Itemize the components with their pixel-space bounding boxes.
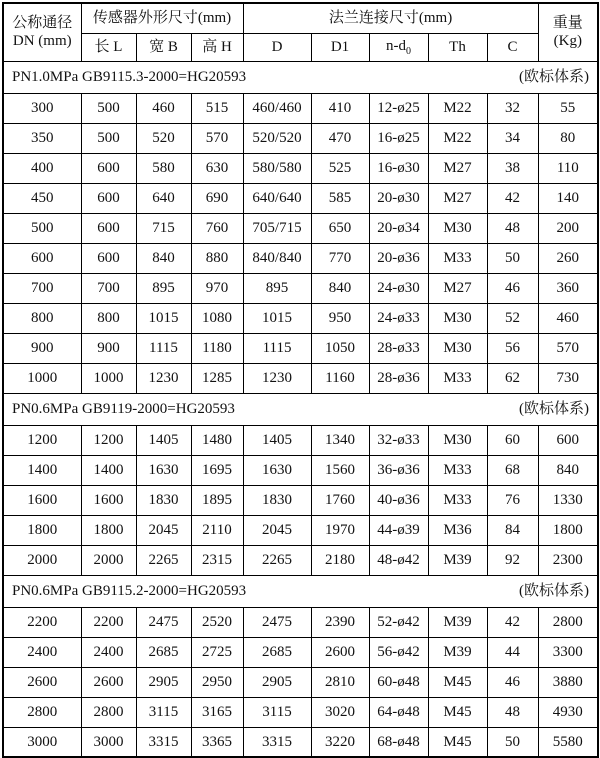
col-header-th: Th (428, 33, 487, 61)
table-cell: 520 (136, 123, 191, 153)
table-cell: 1480 (191, 425, 243, 455)
table-cell: 20-ø30 (369, 183, 428, 213)
table-cell: 3115 (136, 697, 191, 727)
table-cell: 450 (3, 183, 81, 213)
table-cell: 840 (311, 273, 369, 303)
table-cell: M45 (428, 697, 487, 727)
table-cell: 300 (3, 93, 81, 123)
table-cell: 44 (487, 637, 538, 667)
table-cell: 500 (3, 213, 81, 243)
section-pn: PN0.6MPa (12, 583, 79, 599)
table-row (3, 637, 598, 667)
table-cell: 1405 (136, 425, 191, 455)
table-cell: 1200 (3, 425, 81, 455)
table-cell: 600 (81, 153, 136, 183)
table-cell: 460 (136, 93, 191, 123)
table-cell: M22 (428, 123, 487, 153)
table-cell: 2800 (81, 697, 136, 727)
col-header-dn-line1: 公称通径 (12, 14, 73, 31)
table-cell: 3000 (3, 727, 81, 757)
table-cell: 5580 (538, 727, 598, 757)
table-cell: 730 (538, 363, 598, 393)
table-cell: 2685 (136, 637, 191, 667)
table-cell: 3300 (538, 637, 598, 667)
table-row (3, 303, 598, 333)
table-cell: M39 (428, 607, 487, 637)
table-cell: 2600 (311, 637, 369, 667)
table-cell: 16-ø30 (369, 153, 428, 183)
table-cell: 1340 (311, 425, 369, 455)
table-cell: 1000 (3, 363, 81, 393)
col-header-weight-line2: (Kg) (553, 33, 582, 50)
table-cell: 1000 (81, 363, 136, 393)
table-cell: 52 (487, 303, 538, 333)
table-cell: 1800 (81, 515, 136, 545)
table-cell: 880 (191, 243, 243, 273)
table-cell: 470 (311, 123, 369, 153)
col-header-d1: D1 (311, 33, 369, 61)
table-cell: 200 (538, 213, 598, 243)
table-cell: M27 (428, 183, 487, 213)
table-cell: 50 (487, 243, 538, 273)
table-cell: 3020 (311, 697, 369, 727)
table-cell: 2045 (243, 515, 311, 545)
table-cell: 56 (487, 333, 538, 363)
table-cell: 2800 (538, 607, 598, 637)
table-cell: 585 (311, 183, 369, 213)
table-row (3, 273, 598, 303)
table-cell: 42 (487, 183, 538, 213)
table-cell: 2905 (136, 667, 191, 697)
table-row (3, 93, 598, 123)
table-cell: 500 (81, 123, 136, 153)
col-header-nd0-subscript: 0 (406, 45, 412, 57)
table-cell: 1560 (311, 455, 369, 485)
table-cell: 2600 (3, 667, 81, 697)
table-cell: 840 (136, 243, 191, 273)
table-cell: 580 (136, 153, 191, 183)
table-cell: 28-ø36 (369, 363, 428, 393)
table-cell: 1400 (3, 455, 81, 485)
table-cell: 600 (81, 183, 136, 213)
table-cell: 2600 (81, 667, 136, 697)
table-cell: 705/715 (243, 213, 311, 243)
table-cell: 1970 (311, 515, 369, 545)
table-cell: 760 (191, 213, 243, 243)
table-cell: M27 (428, 153, 487, 183)
table-cell: 650 (311, 213, 369, 243)
table-cell: 2315 (191, 545, 243, 575)
col-header-c: C (487, 33, 538, 61)
table-cell: 1200 (81, 425, 136, 455)
table-cell: 32 (487, 93, 538, 123)
table-cell: 1630 (243, 455, 311, 485)
table-cell: 20-ø34 (369, 213, 428, 243)
table-cell: 690 (191, 183, 243, 213)
table-cell: 895 (136, 273, 191, 303)
col-header-length: 长 L (81, 33, 136, 61)
table-cell: 12-ø25 (369, 93, 428, 123)
table-cell: 2400 (81, 637, 136, 667)
table-cell: 2475 (243, 607, 311, 637)
table-cell: 1600 (3, 485, 81, 515)
section-cell (3, 575, 598, 607)
table-cell: 3315 (136, 727, 191, 757)
table-cell: 1830 (243, 485, 311, 515)
section-pn: PN1.0MPa (12, 69, 79, 85)
table-cell: 2110 (191, 515, 243, 545)
table-cell: 640 (136, 183, 191, 213)
table-cell: 28-ø33 (369, 333, 428, 363)
table-cell: 800 (3, 303, 81, 333)
table-cell: 2200 (81, 607, 136, 637)
table-cell: 1630 (136, 455, 191, 485)
table-cell: 460/460 (243, 93, 311, 123)
table-cell: 600 (538, 425, 598, 455)
table-cell: 52-ø42 (369, 607, 428, 637)
table-cell: 68 (487, 455, 538, 485)
table-body (3, 61, 598, 757)
table-row (3, 183, 598, 213)
section-cell (3, 61, 598, 93)
table-cell: M30 (428, 303, 487, 333)
table-cell: 630 (191, 153, 243, 183)
table-cell: 1115 (243, 333, 311, 363)
table-cell: 62 (487, 363, 538, 393)
table-cell: 1115 (136, 333, 191, 363)
table-row (3, 697, 598, 727)
table-cell: 1285 (191, 363, 243, 393)
table-cell: 700 (3, 273, 81, 303)
table-row (3, 515, 598, 545)
table-cell: 3315 (243, 727, 311, 757)
table-cell: 1160 (311, 363, 369, 393)
table-row (3, 363, 598, 393)
section-standard: GB9115.3-2000=HG20593 (82, 69, 247, 85)
table-row (3, 243, 598, 273)
table-cell: 1800 (3, 515, 81, 545)
table-cell: 570 (538, 333, 598, 363)
table-cell: 20-ø36 (369, 243, 428, 273)
table-cell: 410 (311, 93, 369, 123)
table-row (3, 123, 598, 153)
table-cell: M39 (428, 637, 487, 667)
table-cell: 46 (487, 667, 538, 697)
col-header-width: 宽 B (136, 33, 191, 61)
table-cell: 570 (191, 123, 243, 153)
table-cell: 2265 (243, 545, 311, 575)
table-cell: 950 (311, 303, 369, 333)
col-header-weight (538, 3, 598, 61)
table-cell: 3365 (191, 727, 243, 757)
table-cell: 1080 (191, 303, 243, 333)
col-header-dn-line2: DN (mm) (12, 33, 72, 50)
table-cell: 600 (81, 213, 136, 243)
table-cell: 2475 (136, 607, 191, 637)
col-header-d: D (243, 33, 311, 61)
table-row (3, 667, 598, 697)
table-cell: M45 (428, 667, 487, 697)
table-cell: 36-ø36 (369, 455, 428, 485)
table-cell: 1400 (81, 455, 136, 485)
table-row (3, 153, 598, 183)
table-cell: 3115 (243, 697, 311, 727)
table-cell: 38 (487, 153, 538, 183)
col-header-nd0 (369, 33, 428, 61)
table-cell: 92 (487, 545, 538, 575)
table-cell: 640/640 (243, 183, 311, 213)
table-cell: 895 (243, 273, 311, 303)
table-cell: 1180 (191, 333, 243, 363)
table-cell: 600 (3, 243, 81, 273)
section-row (3, 575, 598, 607)
table-cell: 800 (81, 303, 136, 333)
table-row (3, 727, 598, 757)
table-cell: 500 (81, 93, 136, 123)
table-cell: 44-ø39 (369, 515, 428, 545)
table-cell: M39 (428, 545, 487, 575)
table-cell: 46 (487, 273, 538, 303)
section-standard: GB9115.2-2000=HG20593 (82, 583, 247, 599)
table-cell: 260 (538, 243, 598, 273)
table-cell: 42 (487, 607, 538, 637)
table-cell: 2400 (3, 637, 81, 667)
table-cell: M33 (428, 363, 487, 393)
table-cell: M33 (428, 455, 487, 485)
table-cell: 1800 (538, 515, 598, 545)
table-cell: 520/520 (243, 123, 311, 153)
table-cell: 1015 (243, 303, 311, 333)
table-cell: 2685 (243, 637, 311, 667)
table-cell: 16-ø25 (369, 123, 428, 153)
table-cell: 2300 (538, 545, 598, 575)
section-row (3, 393, 598, 425)
table-cell: 80 (538, 123, 598, 153)
table-cell: 1405 (243, 425, 311, 455)
table-cell: 1600 (81, 485, 136, 515)
table-cell: 1230 (243, 363, 311, 393)
table-row (3, 333, 598, 363)
table-cell: 2800 (3, 697, 81, 727)
table-cell: 1695 (191, 455, 243, 485)
table-cell: M30 (428, 425, 487, 455)
table-cell: 34 (487, 123, 538, 153)
table-cell: 580/580 (243, 153, 311, 183)
table-cell: 770 (311, 243, 369, 273)
table-cell: 2200 (3, 607, 81, 637)
col-group-sensor-dimensions: 传感器外形尺寸(mm) (81, 3, 243, 33)
table-cell: 2045 (136, 515, 191, 545)
table-cell: 700 (81, 273, 136, 303)
table-cell: 715 (136, 213, 191, 243)
section-note: (欧标体系) (519, 583, 590, 599)
table-cell: M30 (428, 213, 487, 243)
table-cell: 2265 (136, 545, 191, 575)
table-cell: 350 (3, 123, 81, 153)
table-cell: 2725 (191, 637, 243, 667)
col-group-flange-dimensions: 法兰连接尺寸(mm) (243, 3, 538, 33)
table-cell: 76 (487, 485, 538, 515)
col-header-height: 高 H (191, 33, 243, 61)
table-cell: 40-ø36 (369, 485, 428, 515)
table-cell: 970 (191, 273, 243, 303)
table-cell: 2180 (311, 545, 369, 575)
table-cell: M22 (428, 93, 487, 123)
table-cell: 1230 (136, 363, 191, 393)
table-cell: 24-ø30 (369, 273, 428, 303)
table-row (3, 545, 598, 575)
table-cell: 60-ø48 (369, 667, 428, 697)
table-cell: M27 (428, 273, 487, 303)
table-row (3, 213, 598, 243)
col-header-nd0-base: n-d (386, 37, 407, 54)
table-cell: 140 (538, 183, 598, 213)
table-cell: 24-ø33 (369, 303, 428, 333)
col-header-weight-line1: 重量 (552, 14, 583, 31)
table-row (3, 425, 598, 455)
flange-dimension-table (2, 2, 599, 758)
table-cell: 2810 (311, 667, 369, 697)
section-pn: PN0.6MPa (12, 401, 79, 417)
table-cell: 900 (81, 333, 136, 363)
section-note: (欧标体系) (519, 401, 590, 417)
table-cell: 525 (311, 153, 369, 183)
table-cell: 2000 (81, 545, 136, 575)
table-cell: 48 (487, 213, 538, 243)
table-cell: 360 (538, 273, 598, 303)
table-cell: 2905 (243, 667, 311, 697)
section-note: (欧标体系) (519, 69, 590, 85)
table-row (3, 607, 598, 637)
table-cell: 2520 (191, 607, 243, 637)
table-cell: 110 (538, 153, 598, 183)
table-cell: 2950 (191, 667, 243, 697)
table-cell: 1760 (311, 485, 369, 515)
table-cell: 3880 (538, 667, 598, 697)
table-cell: M30 (428, 333, 487, 363)
table-cell: 1330 (538, 485, 598, 515)
table-row (3, 455, 598, 485)
table-cell: 84 (487, 515, 538, 545)
table-cell: M36 (428, 515, 487, 545)
section-row (3, 61, 598, 93)
table-cell: 50 (487, 727, 538, 757)
table-cell: M33 (428, 485, 487, 515)
table-cell: M33 (428, 243, 487, 273)
table-cell: 2000 (3, 545, 81, 575)
table-header (3, 3, 598, 61)
table-cell: 2390 (311, 607, 369, 637)
table-cell: 3000 (81, 727, 136, 757)
table-cell: 56-ø42 (369, 637, 428, 667)
table-cell: 32-ø33 (369, 425, 428, 455)
table-cell: 55 (538, 93, 598, 123)
table-cell: 900 (3, 333, 81, 363)
table-cell: 840/840 (243, 243, 311, 273)
table-cell: 4930 (538, 697, 598, 727)
section-cell (3, 393, 598, 425)
table-cell: 600 (81, 243, 136, 273)
table-cell: 515 (191, 93, 243, 123)
table-cell: 64-ø48 (369, 697, 428, 727)
table-cell: 400 (3, 153, 81, 183)
table-cell: 60 (487, 425, 538, 455)
table-cell: 1050 (311, 333, 369, 363)
table-cell: 1895 (191, 485, 243, 515)
table-cell: 840 (538, 455, 598, 485)
table-row (3, 485, 598, 515)
table-cell: 48 (487, 697, 538, 727)
col-header-dn (3, 3, 81, 61)
table-cell: M45 (428, 727, 487, 757)
table-cell: 3220 (311, 727, 369, 757)
table-cell: 48-ø42 (369, 545, 428, 575)
table-cell: 3165 (191, 697, 243, 727)
table-cell: 1830 (136, 485, 191, 515)
table-cell: 1015 (136, 303, 191, 333)
section-standard: GB9119-2000=HG20593 (82, 401, 235, 417)
table-cell: 68-ø48 (369, 727, 428, 757)
table-cell: 460 (538, 303, 598, 333)
